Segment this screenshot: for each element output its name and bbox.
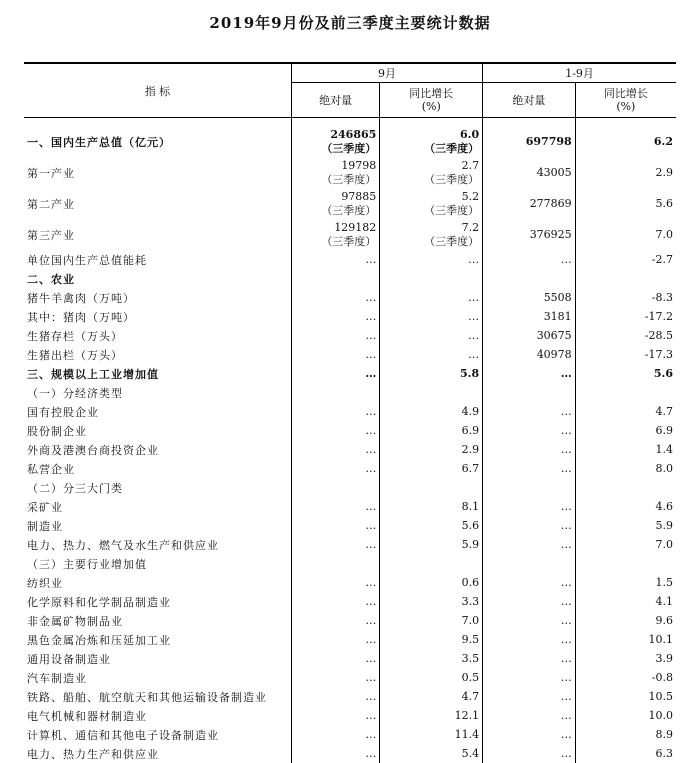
ytd-absolute-header: 绝对量 [483,83,576,118]
ytd-absolute-cell: … [483,535,576,554]
month-absolute-cell: … [291,364,379,383]
row-indicator: 纺织业 [27,576,63,590]
month-absolute-cell: … [291,402,379,421]
table-row [24,535,676,554]
month-absolute-cell: 19798 （三季度） [291,157,379,188]
row-indicator: （二）分三大门类 [27,481,123,495]
table-row [24,592,676,611]
month-absolute-cell: … [291,326,379,345]
month-absolute-cell [291,269,379,288]
row-indicator: 非金属矿物制品业 [27,614,123,628]
table-row [24,188,676,219]
row-indicator: 电力、热力生产和供应业 [27,747,159,761]
ytd-absolute-cell [483,554,576,573]
month-yoy-cell: … [380,345,483,364]
ytd-yoy-header: 同比增长 (%) [575,83,676,118]
month-absolute-cell: … [291,744,379,763]
row-indicator: 汽车制造业 [27,671,87,685]
row-indicator: 外商及港澳台商投资企业 [27,443,159,457]
row-indicator: 一、国内生产总值（亿元） [27,135,171,149]
row-indicator: 私营企业 [27,462,75,476]
month-yoy-cell: 7.0 [380,611,483,630]
ytd-yoy-cell: 6.9 [575,421,676,440]
ytd-absolute-cell: … [483,516,576,535]
month-absolute-cell: … [291,687,379,706]
table-row [24,554,676,573]
ytd-absolute-cell [483,269,576,288]
month-yoy-cell: 2.9 [380,440,483,459]
month-yoy-cell: 3.5 [380,649,483,668]
table-row [24,383,676,402]
ytd-absolute-cell [483,478,576,497]
ytd-yoy-cell: 7.0 [575,535,676,554]
ytd-absolute-cell: … [483,725,576,744]
month-yoy-cell [380,554,483,573]
month-yoy-cell: 4.9 [380,402,483,421]
month-yoy-cell: … [380,250,483,269]
table-row [24,611,676,630]
row-indicator: 第一产业 [27,166,75,180]
ytd-yoy-cell: 9.6 [575,611,676,630]
ytd-absolute-cell: … [483,440,576,459]
row-indicator: 生猪出栏（万头） [27,348,123,362]
ytd-yoy-cell: 8.9 [575,725,676,744]
month-absolute-cell [291,554,379,573]
month-absolute-cell: … [291,421,379,440]
ytd-absolute-cell: 697798 [483,126,576,157]
table-row [24,219,676,250]
indicator-header: 指 标 [24,63,291,118]
ytd-yoy-cell: 10.0 [575,706,676,725]
ytd-absolute-cell: … [483,459,576,478]
row-indicator: 二、农业 [27,272,75,286]
ytd-absolute-cell: … [483,250,576,269]
ytd-absolute-cell: … [483,402,576,421]
ytd-absolute-cell: … [483,687,576,706]
row-indicator: 铁路、船舶、航空航天和其他运输设备制造业 [27,690,267,704]
ytd-yoy-cell: 6.3 [575,744,676,763]
month-yoy-cell [380,383,483,402]
ytd-yoy-cell: 5.6 [575,188,676,219]
table-row [24,269,676,288]
table-row [24,326,676,345]
ytd-yoy-cell: 4.1 [575,592,676,611]
ytd-absolute-cell: … [483,573,576,592]
ytd-header: 1-9月 [483,63,676,83]
table-row [24,497,676,516]
table-row [24,250,676,269]
ytd-yoy-cell: 10.5 [575,687,676,706]
ytd-yoy-cell: 5.9 [575,516,676,535]
row-indicator: 生猪存栏（万头） [27,329,123,343]
month-yoy-cell: 9.5 [380,630,483,649]
row-indicator: 股份制企业 [27,424,87,438]
row-indicator: 国有控股企业 [27,405,99,419]
ytd-absolute-cell: 5508 [483,288,576,307]
month-absolute-cell: … [291,649,379,668]
row-indicator: 第二产业 [27,197,75,211]
row-indicator: 单位国内生产总值能耗 [27,253,147,267]
ytd-absolute-cell: … [483,744,576,763]
table-row [24,725,676,744]
ytd-absolute-cell: 3181 [483,307,576,326]
ytd-yoy-cell: -17.2 [575,307,676,326]
ytd-yoy-cell: -0.8 [575,668,676,687]
table-row [24,630,676,649]
month-absolute-cell: … [291,668,379,687]
ytd-absolute-cell: … [483,421,576,440]
row-indicator: 电力、热力、燃气及水生产和供应业 [27,538,219,552]
table-row [24,478,676,497]
row-indicator: 电气机械和器材制造业 [27,709,147,723]
ytd-absolute-cell: 376925 [483,219,576,250]
table-row [24,288,676,307]
ytd-absolute-cell: … [483,668,576,687]
month-yoy-cell: … [380,307,483,326]
ytd-yoy-cell: 7.0 [575,219,676,250]
row-indicator: 三、规模以上工业增加值 [27,367,159,381]
row-indicator: （一）分经济类型 [27,386,123,400]
month-yoy-cell: 7.2 （三季度） [380,219,483,250]
month-absolute-header: 绝对量 [291,83,379,118]
table-row [24,516,676,535]
page-title: 2019年9月份及前三季度主要统计数据 [209,14,491,32]
ytd-absolute-cell: … [483,611,576,630]
ytd-yoy-cell: 3.9 [575,649,676,668]
month-absolute-cell: … [291,725,379,744]
month-absolute-cell: 246865 （三季度） [291,126,379,157]
month-yoy-cell: 5.2 （三季度） [380,188,483,219]
table-row [24,668,676,687]
ytd-absolute-cell: … [483,706,576,725]
ytd-yoy-cell: 10.1 [575,630,676,649]
ytd-yoy-cell: -2.7 [575,250,676,269]
ytd-absolute-cell [483,383,576,402]
table-row [24,126,676,157]
ytd-yoy-cell: -17.3 [575,345,676,364]
ytd-absolute-cell: 30675 [483,326,576,345]
ytd-yoy-cell [575,269,676,288]
table-row [24,706,676,725]
table-row [24,157,676,188]
month-yoy-cell: 3.3 [380,592,483,611]
ytd-absolute-cell: … [483,364,576,383]
month-absolute-cell: … [291,307,379,326]
table-row [24,459,676,478]
month-yoy-cell: 6.9 [380,421,483,440]
row-indicator: 通用设备制造业 [27,652,111,666]
row-indicator: 其中：猪肉（万吨） [27,310,135,324]
month-absolute-cell: … [291,706,379,725]
ytd-absolute-cell: … [483,592,576,611]
ytd-absolute-cell: … [483,497,576,516]
row-indicator: 采矿业 [27,500,63,514]
table-row [24,687,676,706]
month-yoy-cell: 6.0 （三季度） [380,126,483,157]
ytd-yoy-cell [575,383,676,402]
row-indicator: 黑色金属冶炼和压延加工业 [27,633,171,647]
ytd-yoy-cell: 5.6 [575,364,676,383]
month-yoy-cell [380,269,483,288]
ytd-yoy-cell: 6.2 [575,126,676,157]
month-yoy-cell: 0.5 [380,668,483,687]
month-yoy-header: 同比增长 (%) [380,83,483,118]
month-absolute-cell: 129182 （三季度） [291,219,379,250]
month-absolute-cell: … [291,630,379,649]
month-yoy-cell: 8.1 [380,497,483,516]
month-yoy-cell: 0.6 [380,573,483,592]
table-row [24,345,676,364]
month-yoy-cell: 5.9 [380,535,483,554]
table-row [24,364,676,383]
month-yoy-cell: 4.7 [380,687,483,706]
ytd-yoy-cell [575,554,676,573]
month-absolute-cell: … [291,573,379,592]
month-yoy-cell: 11.4 [380,725,483,744]
month-absolute-cell: … [291,440,379,459]
row-indicator: 猪牛羊禽肉（万吨） [27,291,135,305]
ytd-yoy-cell: 1.5 [575,573,676,592]
month-absolute-cell: … [291,611,379,630]
month-yoy-cell: 12.1 [380,706,483,725]
month-absolute-cell: … [291,592,379,611]
month-absolute-cell: … [291,516,379,535]
month-absolute-cell [291,383,379,402]
month-yoy-cell: 5.8 [380,364,483,383]
table-row [24,744,676,763]
row-indicator: 制造业 [27,519,63,533]
ytd-yoy-cell: 4.6 [575,497,676,516]
month-yoy-cell: 5.4 [380,744,483,763]
ytd-yoy-cell [575,478,676,497]
month-yoy-cell: 6.7 [380,459,483,478]
table-row [24,307,676,326]
table-row [24,573,676,592]
row-indicator: （三）主要行业增加值 [27,557,147,571]
month-yoy-cell: 5.6 [380,516,483,535]
table-row [24,649,676,668]
ytd-yoy-cell: 1.4 [575,440,676,459]
ytd-yoy-cell: 2.9 [575,157,676,188]
month-absolute-cell: … [291,497,379,516]
table-row [24,402,676,421]
ytd-yoy-cell: 4.7 [575,402,676,421]
table-row [24,421,676,440]
month-yoy-cell [380,478,483,497]
month-absolute-cell: … [291,535,379,554]
month-yoy-cell: … [380,288,483,307]
ytd-yoy-cell: 8.0 [575,459,676,478]
month-header: 9月 [291,63,482,83]
row-indicator: 第三产业 [27,228,75,242]
table-row [24,440,676,459]
row-indicator: 化学原料和化学制品制造业 [27,595,171,609]
ytd-yoy-cell: -28.5 [575,326,676,345]
month-absolute-cell: 97885 （三季度） [291,188,379,219]
month-absolute-cell: … [291,459,379,478]
statistics-table [24,62,676,763]
month-yoy-cell: … [380,326,483,345]
month-absolute-cell: … [291,250,379,269]
ytd-yoy-cell: -8.3 [575,288,676,307]
month-absolute-cell [291,478,379,497]
month-absolute-cell: … [291,345,379,364]
ytd-absolute-cell: … [483,649,576,668]
ytd-absolute-cell: … [483,630,576,649]
ytd-absolute-cell: 40978 [483,345,576,364]
ytd-absolute-cell: 43005 [483,157,576,188]
ytd-absolute-cell: 277869 [483,188,576,219]
month-yoy-cell: 2.7 （三季度） [380,157,483,188]
month-absolute-cell: … [291,288,379,307]
row-indicator: 计算机、通信和其他电子设备制造业 [27,728,219,742]
